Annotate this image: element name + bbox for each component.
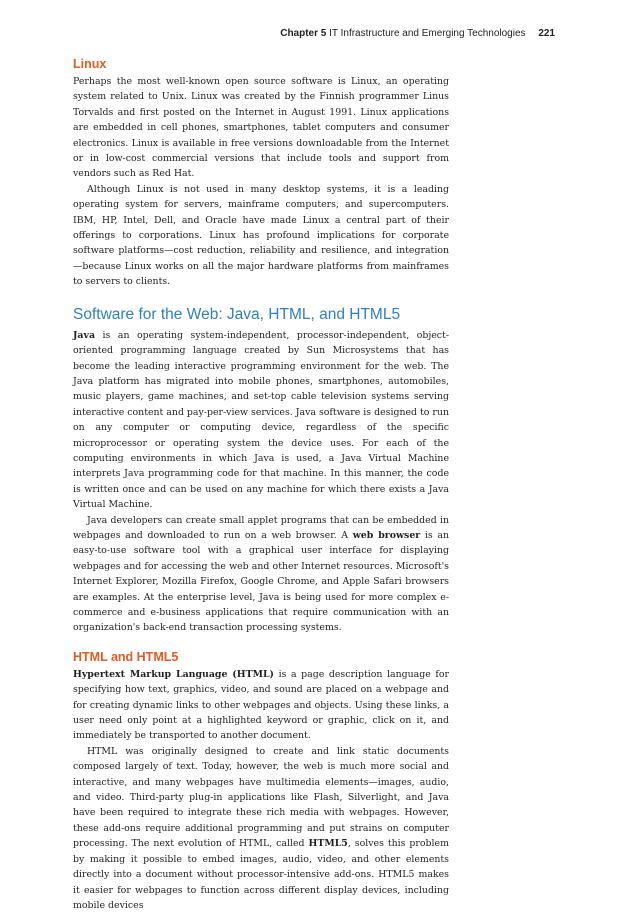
html-heading: HTML and HTML5 <box>73 649 179 664</box>
html-paragraph-2-before: HTML was originally designed to create and link static documents composed largely of text. Today, however, the web is much more social and interactive, and many webpages have multimedia elements—images, audio, and video. Third-party plug-in applications like Flash, Silverlight, and Java have been required to integrate these rich media with webpages. However, these add-ons require additional programming and put strains on computer processing. The next evolution of HTML, called <box>73 745 449 850</box>
java-paragraph-2 <box>73 513 449 636</box>
java-paragraph-1-text: is an operating system-independent, processor-independent, object-oriented programming language created by Sun Microsystems that has become the leading interactive programming environment for the web. The Java platform has migrated into mobile phones, smartphones, automobiles, music players, game machines, and set-top cable television systems serving interactive content and pay-per-view services. Java software is designed to run on any computer or computing device, regardless of the specific microprocessor or operating system the device uses. For each of the computing environments in which Java is used, a Java Virtual Machine interprets Java programming code for that machine. In this manner, the code is written once and can be used on any machine for which there exists a Java Virtual Machine. <box>73 329 449 511</box>
html-paragraph-1-text: is a page description language for specifying how text, graphics, video, and sound are placed on a webpage and for creating dynamic links to other webpages and objects. Using these links, a user need only point at a highlighted keyword or graphic, click on it, and immediately be transported to another document. <box>73 668 449 742</box>
html5-term: HTML5 <box>308 838 348 850</box>
web-browser-term: web browser <box>352 529 421 541</box>
linux-heading: Linux <box>73 57 107 71</box>
html-paragraph-2-after: , solves this problem by making it possible to embed images, audio, video, and other elements directly into a document without processor-intensive add-ons. HTML5 makes it easier for webpages to function across different display devices, including mobile devices <box>73 838 449 911</box>
body-text <box>73 57 449 913</box>
html-term: Hypertext Markup Language (HTML) <box>73 668 274 680</box>
chapter-label: Chapter 5 <box>280 28 327 39</box>
html-paragraph-1 <box>73 667 449 744</box>
java-term: Java <box>73 329 96 341</box>
linux-paragraph-2: Although Linux is not used in many desktop systems, it is a leading operating system for servers, mainframe computers, and supercomputers. IBM, HP, Intel, Dell, and Oracle have made Linux a central part of their offerings to corporations. Linux has profound implications for corporate software platforms—cost reduction, reliability and resilience, and integration—because Linux works on all the major hardware platforms from mainframes to servers to clients. <box>73 183 449 288</box>
running-header <box>280 28 555 39</box>
chapter-title: IT Infrastructure and Emerging Technologies <box>329 28 526 39</box>
section-heading-web-software: Software for the Web: Java, HTML, and HTML5 <box>73 305 401 323</box>
linux-paragraph-1: Perhaps the most well-known open source software is Linux, an operating system related to Unix. Linux was created by the Finnish programmer Linus Torvalds and first posted on the Internet in August 1991. Linux applications are embedded in cell phones, smartphones, tablet computers and consumer electronics. Linux is available in free versions downloadable from the Internet or in low-cost commercial versions that include tools and support from vendors such as Red Hat. <box>73 76 449 180</box>
java-paragraph-2-before: Java developers can create small applet programs that can be embedded in webpages and downloaded to run on a web browser. A <box>73 514 449 541</box>
java-paragraph-1 <box>73 328 449 513</box>
page-number: 221 <box>538 28 555 39</box>
html-paragraph-2 <box>73 744 449 913</box>
java-paragraph-2-after: is an easy-to-use software tool with a graphical user interface for displaying webpages and for accessing the web and other Internet resources. Microsoft's Internet Explorer, Mozilla Firefox, Google Chrome, and Apple Safari browsers are examples. At the enterprise level, Java is being used for more complex e-commerce and e-business applications that require communication with an organization's back-end transaction processing systems. <box>73 529 449 634</box>
